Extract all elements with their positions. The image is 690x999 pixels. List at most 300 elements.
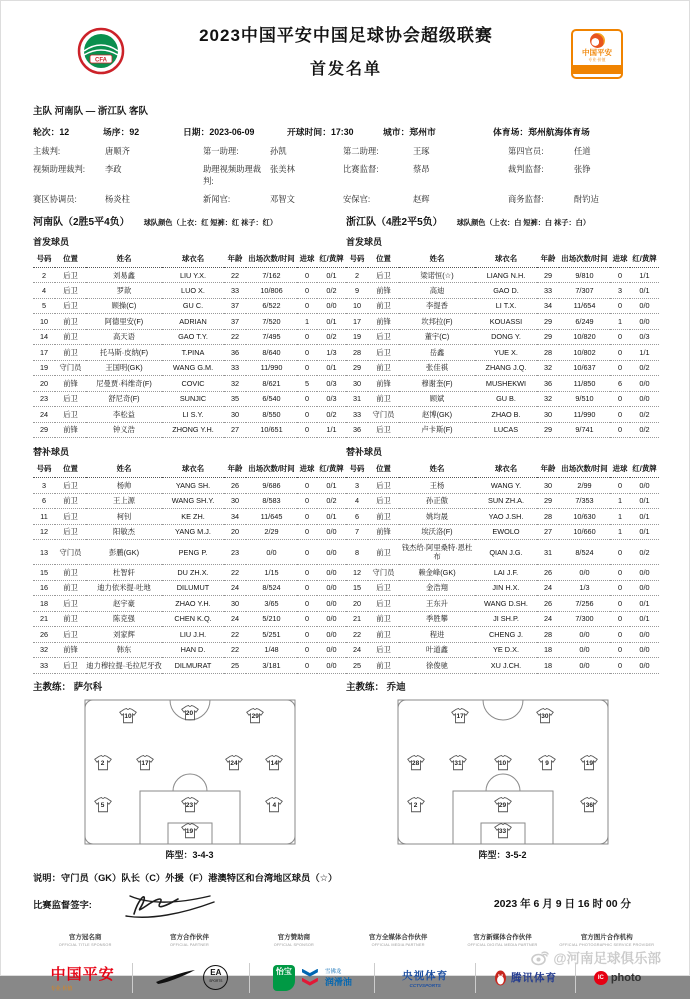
pingan-badge-label: 中国平安 — [582, 48, 612, 57]
player-cell: 赖金峰(GK) — [399, 565, 475, 580]
player-cell: 8/621 — [246, 376, 297, 391]
officials-row — [33, 193, 659, 205]
player-cell: 7 — [346, 524, 368, 539]
player-cell: 0/0 — [630, 580, 659, 595]
player-cell: 0/0 — [317, 580, 346, 595]
player-cell: 1/15 — [246, 565, 297, 580]
player-cell: 9/686 — [246, 478, 297, 493]
player-cell: WANG G.M. — [162, 360, 224, 375]
player-cell: 后卫 — [368, 422, 399, 437]
player-cell: 0 — [297, 345, 317, 360]
player-cell: 33 — [346, 407, 368, 422]
away-formation-caption: 阵型：3-5-2 — [478, 849, 527, 860]
sponsor-category — [450, 932, 554, 947]
official-name: 杨炎柱 — [105, 194, 130, 204]
supervisor-signature — [120, 888, 220, 920]
player-cell: 10/802 — [559, 345, 610, 360]
player-row — [33, 596, 659, 611]
player-cell: KOUASSI — [475, 314, 537, 329]
player-cell: 19 — [346, 329, 368, 344]
player-cell: MUSHEKWI — [475, 376, 537, 391]
column-header: 年龄 — [224, 461, 246, 478]
official-role: 第一助理: — [203, 146, 239, 156]
pingan-badge-band — [573, 65, 621, 74]
player-cell: 9 — [346, 283, 368, 298]
player-cell: 29 — [537, 493, 559, 508]
player-cell: 季胜攀 — [399, 611, 475, 626]
player-row — [33, 580, 659, 595]
player-cell: 王上源 — [86, 493, 162, 508]
player-cell: 迪力依米提·吐地 — [86, 580, 162, 595]
player-cell: ZHAO Y.H. — [162, 596, 224, 611]
sponsor-category-en: OFFICIAL TITLE SPONSOR — [58, 942, 112, 947]
sponsor-category-cn: 官方冠名商 — [68, 933, 102, 941]
player-cell: 0 — [297, 422, 317, 437]
player-row — [33, 298, 659, 313]
player-cell: WANG Y. — [475, 478, 537, 493]
official-name: 赵辉 — [413, 194, 430, 204]
player-cell: 前卫 — [55, 314, 86, 329]
player-cell: 24 — [537, 580, 559, 595]
column-header: 进球 — [297, 251, 317, 268]
player-cell: 12 — [346, 565, 368, 580]
player-cell: 钟义浩 — [86, 422, 162, 437]
away-team-name: 浙江队（4胜2平5负） — [346, 217, 443, 228]
starters-header-row — [33, 251, 659, 268]
player-row — [33, 540, 659, 565]
player-cell: 尼曼贾·科维奇(F) — [86, 376, 162, 391]
player-cell: 罗歆 — [86, 283, 162, 298]
player-cell: 10/820 — [559, 329, 610, 344]
player-cell: 赵宇豪 — [86, 596, 162, 611]
player-cell: 30 — [537, 407, 559, 422]
player-cell: LAI J.F. — [475, 565, 537, 580]
pingan-badge-sublabel: 专业·价值 — [588, 57, 606, 62]
player-cell: 2 — [33, 268, 55, 283]
player-cell: 29 — [537, 329, 559, 344]
player-cell: 6 — [33, 493, 55, 508]
player-cell: 10/651 — [246, 422, 297, 437]
player-cell: 王国明(GK) — [86, 360, 162, 375]
player-cell: 27 — [224, 422, 246, 437]
coach-row — [33, 679, 659, 693]
home-coach: 主教练： 萨尔科 — [33, 681, 103, 693]
column-header: 出场次数/时间 — [559, 251, 610, 268]
column-header: 红/黄牌 — [630, 461, 659, 478]
jersey-number-28: 28 — [407, 755, 425, 771]
column-header: 球衣名 — [162, 461, 224, 478]
player-cell: SUNJIC — [162, 391, 224, 406]
official-role: 安保官: — [343, 194, 371, 204]
player-cell: 29 — [33, 422, 55, 437]
player-row — [33, 524, 659, 539]
jersey-number-10: 10 — [494, 755, 512, 771]
player-cell: 0 — [610, 627, 630, 642]
player-cell: 0/3 — [317, 391, 346, 406]
column-header: 姓名 — [86, 251, 162, 268]
player-cell: 24 — [224, 611, 246, 626]
player-cell: 0/0 — [559, 565, 610, 580]
sponsor-categories — [33, 932, 659, 947]
player-cell: 0/1 — [630, 283, 659, 298]
player-cell: 9/741 — [559, 422, 610, 437]
sponsor-category-cn: 官方新媒体合作伙伴 — [473, 933, 532, 941]
player-cell: 迪力穆拉提·毛拉尼牙孜 — [86, 658, 162, 673]
player-cell: 前卫 — [368, 391, 399, 406]
player-cell: 27 — [537, 524, 559, 539]
player-cell: 7/162 — [246, 268, 297, 283]
player-cell: 18 — [537, 658, 559, 673]
player-cell: 董宇(C) — [399, 329, 475, 344]
player-cell: 6 — [346, 509, 368, 524]
formation-row — [33, 697, 659, 861]
official-role: 助理视频助理裁判: — [203, 164, 262, 186]
player-cell: 0/0 — [317, 642, 346, 657]
player-cell: 8 — [346, 540, 368, 565]
player-cell: DU ZH.X. — [162, 565, 224, 580]
player-cell: 0/1 — [317, 509, 346, 524]
official-role: 视频助理裁判: — [33, 164, 86, 174]
player-cell: YANG SH. — [162, 478, 224, 493]
player-cell: 前锋 — [368, 376, 399, 391]
player-cell: CHEN K.Q. — [162, 611, 224, 626]
column-header: 号码 — [346, 461, 368, 478]
player-cell: 36 — [537, 376, 559, 391]
player-cell: 0/0 — [630, 478, 659, 493]
player-cell: 顾斌 — [399, 391, 475, 406]
sponsor-category — [137, 932, 241, 947]
sponsor-category-cn: 官方合作伙伴 — [169, 933, 209, 941]
player-cell: 3/65 — [246, 596, 297, 611]
player-cell: ADRIAN — [162, 314, 224, 329]
player-cell: 0 — [297, 478, 317, 493]
player-cell: 1 — [297, 314, 317, 329]
player-cell: 1/1 — [630, 268, 659, 283]
player-cell: GU C. — [162, 298, 224, 313]
player-cell: 0 — [610, 540, 630, 565]
player-cell: 32 — [537, 391, 559, 406]
player-cell: HAN D. — [162, 642, 224, 657]
player-cell: 前卫 — [368, 298, 399, 313]
player-cell: 28 — [537, 627, 559, 642]
player-cell: 28 — [346, 345, 368, 360]
home-starters-label: 首发球员 — [33, 237, 70, 247]
player-cell: 赵博(GK) — [399, 407, 475, 422]
player-cell: 0/2 — [317, 407, 346, 422]
player-cell: 3 — [346, 478, 368, 493]
player-cell: 17 — [33, 345, 55, 360]
player-row — [33, 329, 659, 344]
player-cell: 0 — [610, 565, 630, 580]
player-cell: 8/524 — [559, 540, 610, 565]
watermark-text: @河南足球俱乐部 — [553, 951, 661, 966]
column-header: 姓名 — [399, 461, 475, 478]
player-cell: 4 — [33, 283, 55, 298]
player-cell: DILMURAT — [162, 658, 224, 673]
player-cell: 10/660 — [559, 524, 610, 539]
player-cell: 20 — [33, 376, 55, 391]
player-cell: 3 — [33, 478, 55, 493]
player-cell: 0/0 — [630, 391, 659, 406]
official-name: 唐顺齐 — [105, 146, 130, 156]
subs-header-row — [33, 461, 659, 478]
player-cell: 0/2 — [317, 493, 346, 508]
player-cell: 0 — [297, 580, 317, 595]
player-cell: 33 — [224, 360, 246, 375]
player-cell: 19 — [33, 360, 55, 375]
player-cell: 23 — [224, 540, 246, 565]
player-cell: 埃沃洛(F) — [399, 524, 475, 539]
player-cell: 35 — [224, 391, 246, 406]
match-info-row — [33, 125, 659, 138]
official-name: 邓智文 — [270, 194, 295, 204]
player-cell: 程进 — [399, 627, 475, 642]
sponsor-category-en: OFFICIAL DIGITAL MEDIA PARTNER — [467, 942, 538, 947]
column-header: 球衣名 — [162, 251, 224, 268]
player-cell: 0 — [297, 493, 317, 508]
player-cell: 22 — [224, 627, 246, 642]
column-header: 年龄 — [537, 461, 559, 478]
player-cell: 15 — [346, 580, 368, 595]
player-cell: 前卫 — [368, 611, 399, 626]
player-cell: 0/0 — [630, 298, 659, 313]
column-header: 红/黄牌 — [317, 461, 346, 478]
player-cell: 后卫 — [55, 478, 86, 493]
player-row — [33, 509, 659, 524]
player-cell: 0/0 — [317, 565, 346, 580]
jersey-number-19: 19 — [580, 755, 598, 771]
jersey-number-20: 20 — [181, 705, 199, 721]
player-cell: 前锋 — [55, 642, 86, 657]
player-cell: 32 — [537, 360, 559, 375]
official-role: 主裁判: — [33, 146, 61, 156]
yibao-logo: 怡宝 — [273, 965, 295, 991]
player-cell: 0/0 — [630, 565, 659, 580]
player-cell: 5/210 — [246, 611, 297, 626]
player-row — [33, 627, 659, 642]
player-cell: 31 — [537, 540, 559, 565]
player-cell: 0/0 — [559, 642, 610, 657]
player-cell: 后卫 — [368, 268, 399, 283]
player-cell: 14 — [33, 329, 55, 344]
player-cell: 30 — [224, 596, 246, 611]
player-cell: 0 — [297, 391, 317, 406]
player-cell: 王杨 — [399, 478, 475, 493]
starters-table — [33, 251, 659, 438]
home-team-name: 河南队（2胜5平4负） — [33, 217, 130, 228]
away-pitch — [397, 699, 609, 845]
chevron-icon — [302, 969, 318, 987]
player-cell: 阳敏杰 — [86, 524, 162, 539]
column-header: 进球 — [297, 461, 317, 478]
cfa-league-logo — [77, 25, 125, 77]
official-name: 张美林 — [270, 164, 295, 174]
player-cell: 前锋 — [368, 314, 399, 329]
signature-row — [33, 886, 659, 922]
cfa-logo-text: CFA — [95, 57, 107, 64]
player-cell: 0 — [610, 268, 630, 283]
player-cell: 穆谢奎(F) — [399, 376, 475, 391]
player-cell: DILUMUT — [162, 580, 224, 595]
player-cell: 后卫 — [55, 268, 86, 283]
player-cell: 0/0 — [630, 314, 659, 329]
player-cell: 姚均晟 — [399, 509, 475, 524]
player-cell: 6/540 — [246, 391, 297, 406]
player-cell: 柯钊 — [86, 509, 162, 524]
player-cell: 2/29 — [246, 524, 297, 539]
player-cell: 16 — [33, 580, 55, 595]
player-row — [33, 376, 659, 391]
penguin-icon — [494, 970, 507, 986]
player-cell: 30 — [537, 478, 559, 493]
player-cell: 前卫 — [55, 565, 86, 580]
player-cell: 26 — [224, 478, 246, 493]
jersey-number-30: 30 — [536, 708, 554, 724]
sponsor-category-cn: 官方全媒体合作伙伴 — [368, 933, 428, 941]
player-cell: 0 — [297, 565, 317, 580]
player-cell: 0/0 — [630, 627, 659, 642]
chevron-logo-text: 雪佛龙 润滑油 — [324, 969, 352, 988]
player-cell: 8/550 — [246, 407, 297, 422]
player-cell: 0 — [610, 642, 630, 657]
player-cell: 6/522 — [246, 298, 297, 313]
player-cell: YUE X. — [475, 345, 537, 360]
player-cell: 0/0 — [559, 658, 610, 673]
player-cell: 0/2 — [630, 422, 659, 437]
player-cell: 后卫 — [55, 658, 86, 673]
player-cell: 30 — [346, 376, 368, 391]
info-item: 日期：2023-06-09 — [183, 127, 255, 137]
player-cell: 0/1 — [630, 596, 659, 611]
legend-note: 说明：守门员（GK）队长（C）外援（F）港澳特区和台湾地区球员（☆） — [33, 872, 338, 883]
player-cell: 李提香 — [399, 298, 475, 313]
player-cell: ZHONG Y.H. — [162, 422, 224, 437]
player-cell: KE ZH. — [162, 509, 224, 524]
player-cell: EWOLO — [475, 524, 537, 539]
player-cell: 29 — [537, 268, 559, 283]
jersey-number-24: 24 — [225, 755, 243, 771]
player-cell: 8/524 — [246, 580, 297, 595]
player-cell: YANG M.J. — [162, 524, 224, 539]
player-cell: T.PINA — [162, 345, 224, 360]
pingan-logo-text: 中国平安 — [50, 966, 115, 984]
player-cell: 0/1 — [630, 493, 659, 508]
player-cell: 0/0 — [317, 658, 346, 673]
player-cell: 37 — [224, 314, 246, 329]
player-cell: 22 — [224, 268, 246, 283]
player-cell: 前卫 — [368, 540, 399, 565]
player-cell: 梁诺恒(☆) — [399, 268, 475, 283]
player-cell: 后卫 — [368, 493, 399, 508]
home-team-colors: 球队颜色（上衣：红 短裤：红 袜子：红） — [143, 218, 278, 227]
player-cell: 7/353 — [559, 493, 610, 508]
player-cell: 前卫 — [55, 611, 86, 626]
player-cell: 0/2 — [630, 407, 659, 422]
player-row — [33, 407, 659, 422]
icphoto-logo: IC photo — [576, 971, 659, 985]
player-cell: 33 — [33, 658, 55, 673]
player-cell: 阿德里安(F) — [86, 314, 162, 329]
match-report-datetime: 2023 年 6 月 9 日 16 时 00 分 — [493, 898, 631, 911]
player-cell: 22 — [224, 329, 246, 344]
player-cell: 36 — [224, 345, 246, 360]
home-formation-caption: 阵型：3-4-3 — [165, 849, 214, 860]
player-cell: 0 — [297, 596, 317, 611]
team-header-row — [33, 213, 659, 228]
player-cell: 0 — [610, 611, 630, 626]
player-cell: 前卫 — [55, 493, 86, 508]
home-pitch — [84, 699, 296, 845]
pingan-flame-icon — [590, 33, 605, 48]
away-team-colors: 球队颜色（上衣：白 短裤：白 袜子：白） — [456, 218, 591, 227]
player-cell: 11/990 — [559, 407, 610, 422]
jersey-number-33: 33 — [494, 823, 512, 839]
sponsor-category-en: OFFICIAL PARTNER — [169, 942, 209, 947]
player-cell: 0/3 — [317, 376, 346, 391]
sponsor-category — [346, 932, 450, 947]
player-row — [33, 283, 659, 298]
player-cell: 杨帅 — [86, 478, 162, 493]
jersey-number-31: 31 — [449, 755, 467, 771]
player-cell: JIN H.X. — [475, 580, 537, 595]
jersey-number-4: 4 — [265, 797, 283, 813]
player-cell: 舒尼奇(F) — [86, 391, 162, 406]
sponsor-category-cn: 官方赞助商 — [277, 933, 311, 941]
player-cell: WANG D.SH. — [475, 596, 537, 611]
player-cell: 顾操(C) — [86, 298, 162, 313]
player-cell: QIAN J.G. — [475, 540, 537, 565]
player-cell: 守门员 — [55, 360, 86, 375]
page-title: 2023中国平安中国足球协会超级联赛 — [199, 26, 493, 45]
column-header: 位置 — [55, 251, 86, 268]
player-cell: 6/249 — [559, 314, 610, 329]
player-cell: 7/495 — [246, 329, 297, 344]
pingan-logo — [33, 963, 132, 992]
away-subs-label: 替补球员 — [346, 447, 383, 458]
player-cell: 0/0 — [559, 627, 610, 642]
player-cell: XU J.CH. — [475, 658, 537, 673]
player-cell: 9/810 — [559, 268, 610, 283]
column-header: 进球 — [610, 461, 630, 478]
player-cell: 6 — [610, 376, 630, 391]
player-cell: 34 — [537, 298, 559, 313]
sponsor-category — [33, 932, 137, 947]
player-cell: 20 — [224, 524, 246, 539]
jersey-number-2: 2 — [94, 755, 112, 771]
jersey-number-17: 17 — [451, 708, 469, 724]
player-cell: 0 — [297, 540, 317, 565]
player-cell: SUN ZH.A. — [475, 493, 537, 508]
player-cell: 前卫 — [368, 627, 399, 642]
player-cell: 0/1 — [317, 478, 346, 493]
column-header: 号码 — [346, 251, 368, 268]
player-cell: 0/0 — [317, 596, 346, 611]
jersey-number-19: 19 — [181, 823, 199, 839]
player-cell: 24 — [224, 580, 246, 595]
player-cell: 岳鑫 — [399, 345, 475, 360]
player-cell: 0/0 — [630, 642, 659, 657]
player-cell: 0/0 — [317, 627, 346, 642]
player-cell: 0/2 — [630, 540, 659, 565]
player-cell: 28 — [537, 345, 559, 360]
cctv-logo: 央视体育 CCTVSPORTS — [402, 969, 449, 988]
player-cell: 0/1 — [630, 611, 659, 626]
player-cell: 前卫 — [55, 580, 86, 595]
officials-row — [33, 145, 659, 157]
player-cell: LIANG N.H. — [475, 268, 537, 283]
column-header: 红/黄牌 — [630, 251, 659, 268]
sponsor-category-en: OFFICIAL SPONSOR — [273, 942, 314, 947]
